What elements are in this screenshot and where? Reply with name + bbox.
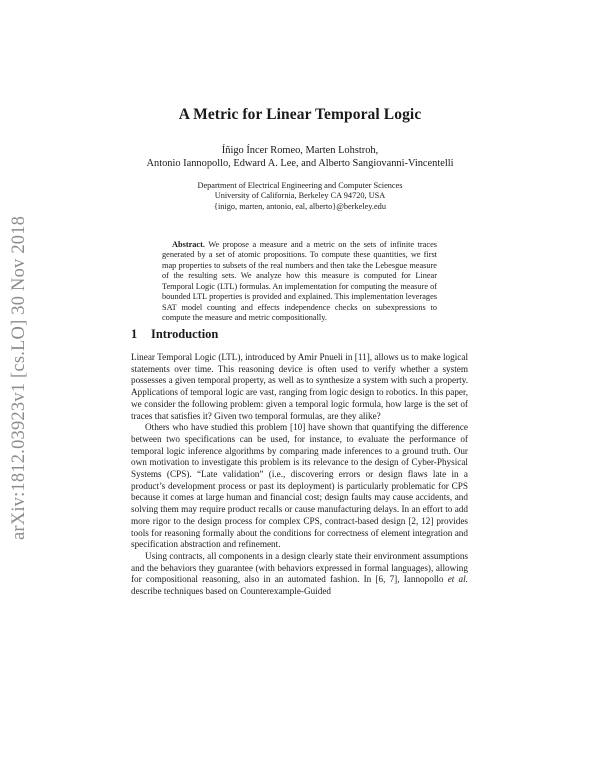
paragraph-3 — [131, 551, 468, 598]
paragraph-3-text-end: describe techniques based on Counterexample-Guided — [131, 586, 332, 597]
abstract — [162, 240, 437, 324]
affiliation-department: Department of Electrical Engineering and Computer Sciences — [197, 181, 403, 190]
arxiv-identifier-stamp: arXiv:1812.03923v1 [cs.LO] 30 Nov 2018 — [9, 215, 29, 540]
body-text — [131, 352, 468, 598]
author-line-1: Íñigo Íncer Romeo, Marten Lohstroh, — [221, 145, 379, 156]
paragraph-1: Linear Temporal Logic (LTL), introduced by Amir Pnueli in [11], allows us to make logical statements over time. This reasoning device is often used to verify whether a system possesses a given temporal property, as well as to synthesize a system with such a property. Applications of temporal logic are vast, ranging from logic design to robotics. In this paper, we consider the following problem: given a temporal logic formula, how large is the set of traces that satisfies it? Given two temporal formulas, are they alike? — [131, 352, 468, 421]
paragraph-2: Others who have studied this problem [10] have shown that quantifying the difference between two specifications can be used, for instance, to evaluate the performance of temporal logic inference algorithms by comparing made inferences to a ground truth. Our own motivation to investigate this problem is its relevance to the design of Cyber-Physical Systems (CPS). “Late validation” (i.e., discovering errors or design flaws late in a product’s development process or past its deployment) is particularly problematic for CPS because it comes at large human and financial cost; design faults may cause accidents, and solving them may require product recalls or cause manufacturing delays. In an effort to add more rigor to the design process for complex CPS, contract-based design [2, 12] provides tools for reasoning formally about the conditions for correctness of element integration and specification abstraction and refinement. — [131, 422, 468, 550]
section-title: Introduction — [151, 327, 219, 341]
section-heading — [131, 327, 218, 342]
affiliation-block — [0, 181, 600, 212]
section-number: 1 — [131, 327, 138, 341]
paragraph-3-text-start: Using contracts, all components in a design clearly state their environment assumptions and the behaviors they guarantee (with behaviors expressed in formal languages), allowing for compositional reasoning, also in an automated fashion. In [6, 7], Iannopollo — [131, 550, 468, 585]
abstract-text: We propose a measure and a metric on the sets of infinite traces generated by a set of atomic propositions. To compute these quantities, we first map properties to subsets of the real numbers and then take the Lebesgue measure of the resulting sets. We analyze how this measure is computed for Linear Temporal Logic (LTL) formulas. An implementation for computing the measure of bounded LTL properties is provided and explained. This implementation leverages SAT model counting and effects independence checks on subexpressions to compute the measure and metric compositionally. — [162, 240, 437, 323]
author-line-2: Antonio Iannopollo, Edward A. Lee, and Alberto Sangiovanni-Vincentelli — [146, 158, 454, 169]
affiliation-emails: {inigo, marten, antonio, eal, alberto}@berkeley.edu — [214, 201, 386, 211]
author-list — [0, 144, 600, 170]
paper-title: A Metric for Linear Temporal Logic — [178, 106, 422, 123]
paragraph-3-et-al: et al. — [447, 574, 469, 585]
affiliation-university: University of California, Berkeley CA 94720, USA — [214, 191, 386, 201]
abstract-label: Abstract. — [172, 240, 205, 249]
